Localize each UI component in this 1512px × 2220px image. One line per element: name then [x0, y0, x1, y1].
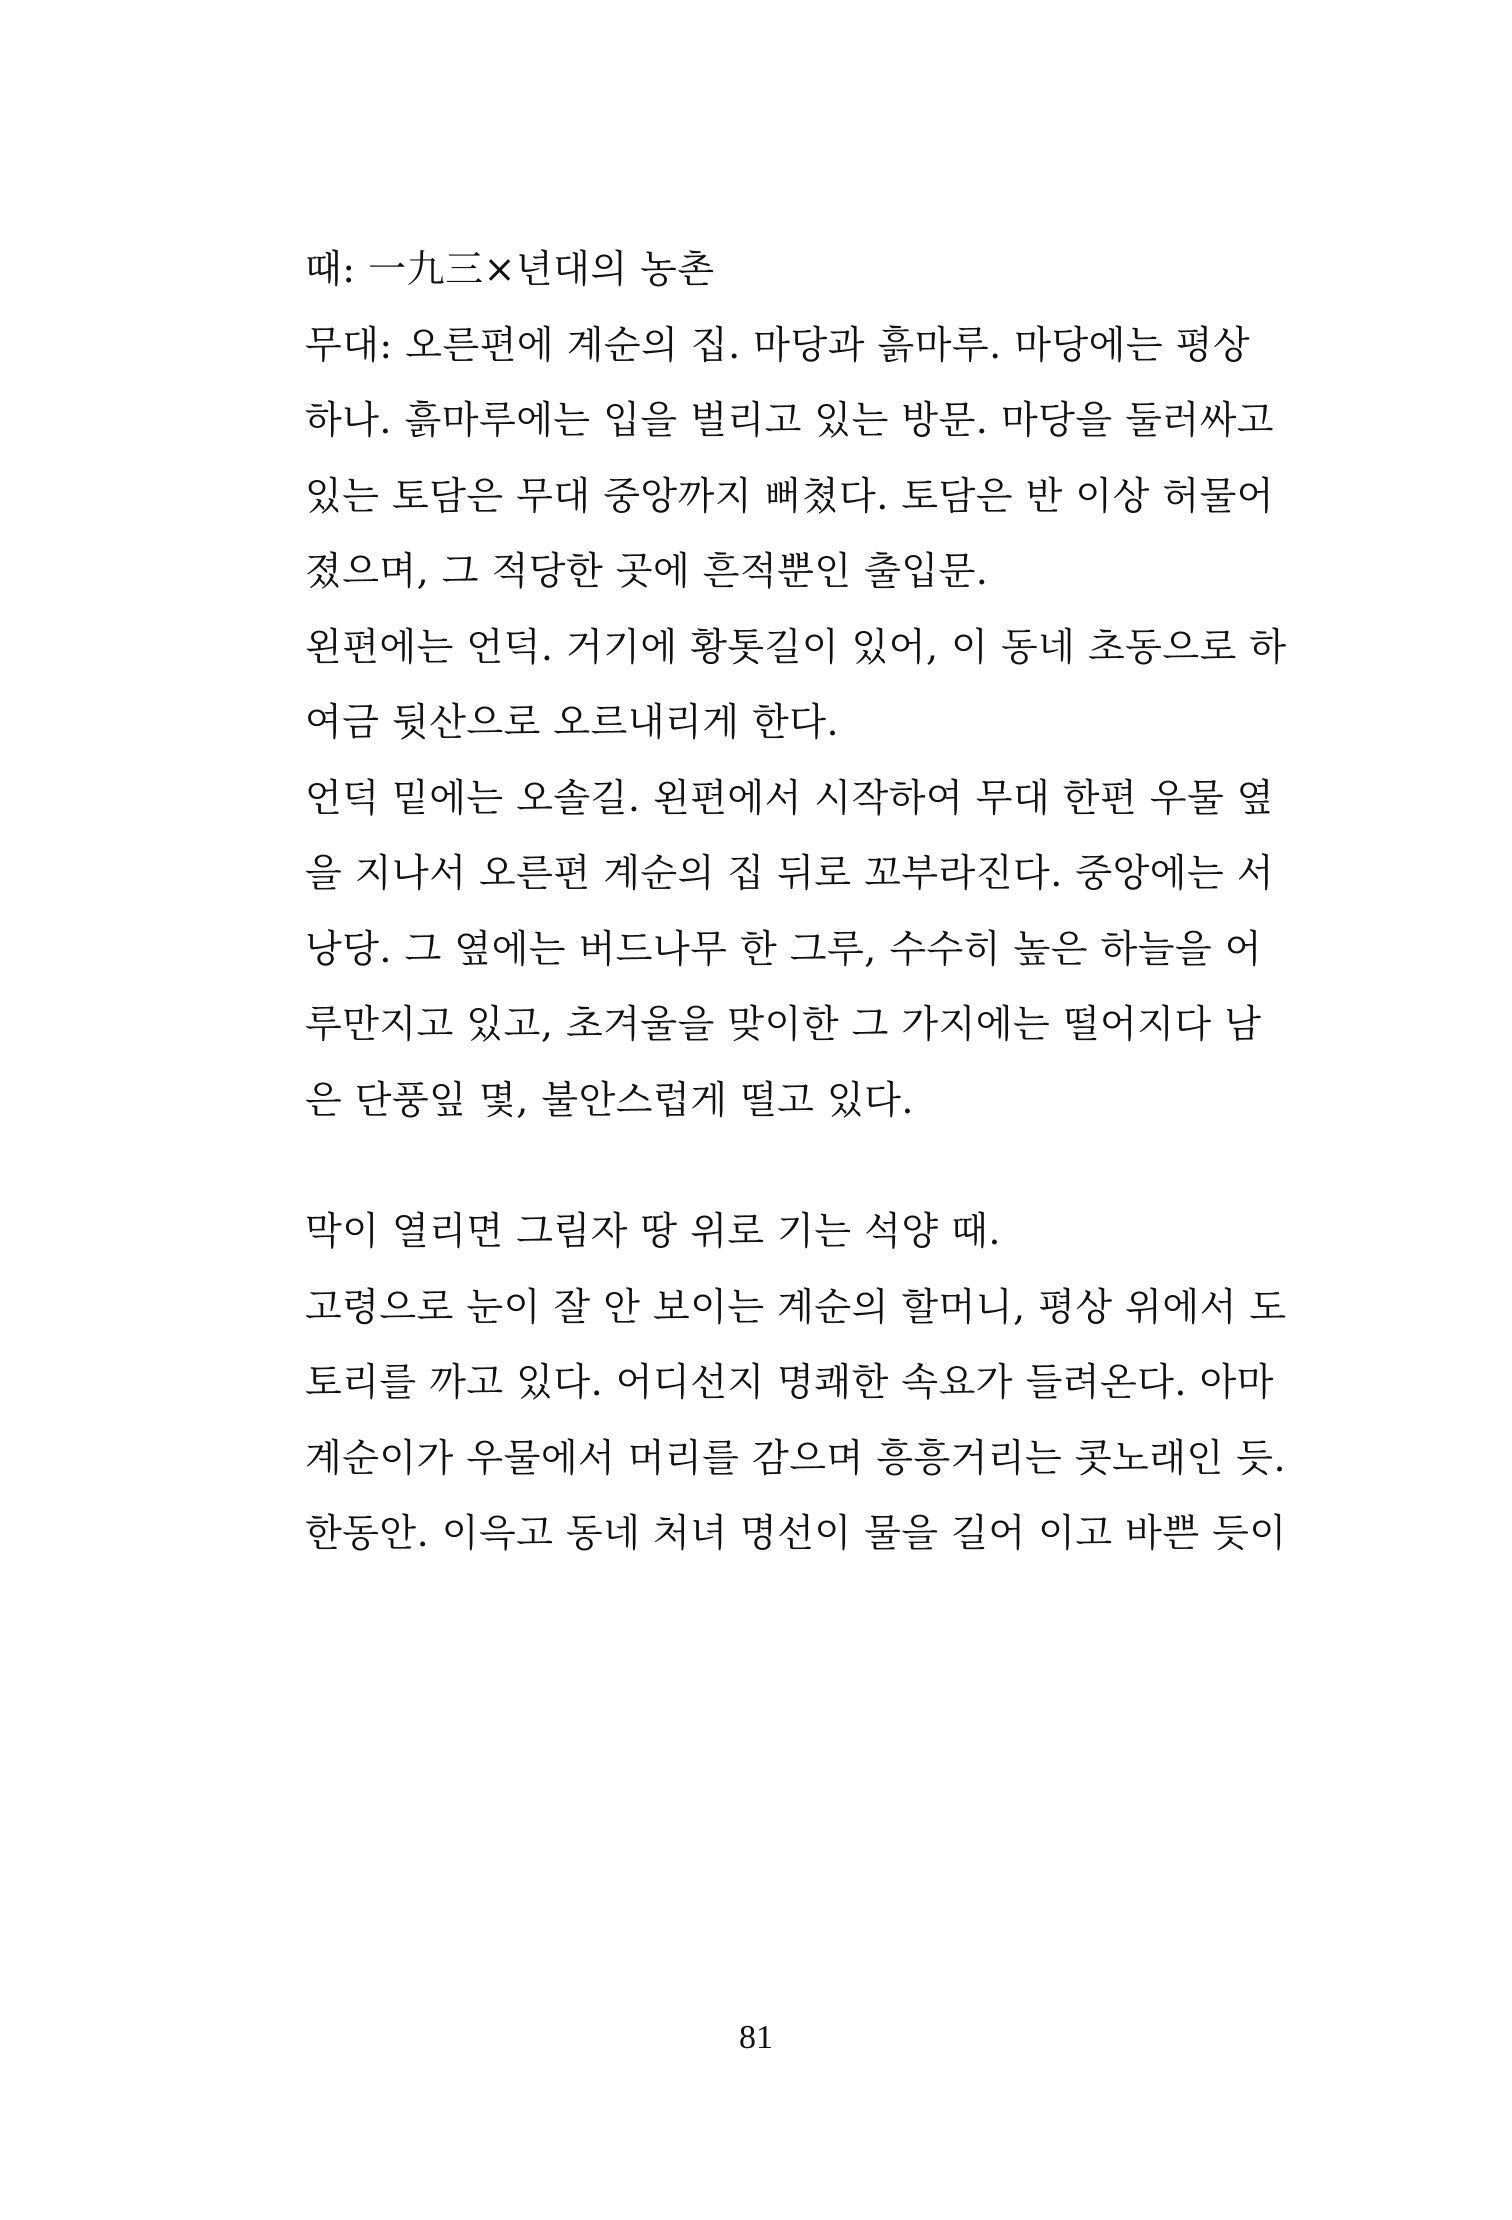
setting-stage-line: 무대: 오른편에 계순의 집. 마당과 흙마루. 마당에는 평상	[305, 322, 1251, 367]
opening-scene-block	[305, 1194, 1287, 1572]
setting-time-line: 때: 一九三×년대의 농촌	[305, 247, 715, 291]
setting-left-line: 여금 뒷산으로 오르내리게 한다.	[305, 700, 840, 744]
setting-left-line: 왼편에는 언덕. 거기에 황톳길이 있어, 이 동네 초동으로 하	[305, 624, 1287, 669]
setting-path-line: 루만지고 있고, 초겨울을 맞이한 그 가지에는 떨어지다 남	[305, 1002, 1262, 1046]
opening-line: 한동안. 이윽고 동네 처녀 명선이 물을 길어 이고 바쁜 듯이	[305, 1511, 1287, 1555]
opening-line: 계순이가 우물에서 머리를 감으며 흥흥거리는 콧노래인 듯.	[305, 1435, 1287, 1480]
opening-line: 막이 열리면 그림자 땅 위로 기는 석양 때.	[305, 1209, 1001, 1253]
setting-path-line: 을 지나서 오른편 계순의 집 뒤로 꼬부라진다. 중앙에는 서	[305, 851, 1274, 895]
setting-stage-line: 하나. 흙마루에는 입을 벌리고 있는 방문. 마당을 둘러싸고	[305, 398, 1274, 442]
setting-stage-line: 졌으며, 그 적당한 곳에 흔적뿐인 출입문.	[305, 549, 989, 593]
stage-setting-block	[305, 232, 1287, 1138]
setting-stage-line: 있는 토담은 무대 중앙까지 뻐쳤다. 토담은 반 이상 허물어	[305, 473, 1274, 518]
opening-line: 고령으로 눈이 잘 안 보이는 계순의 할머니, 평상 위에서 도	[305, 1284, 1287, 1329]
setting-path-line: 언덕 밑에는 오솔길. 왼편에서 시작하여 무대 한편 우물 옆	[305, 775, 1274, 820]
setting-path-line: 은 단풍잎 몇, 불안스럽게 떨고 있다.	[305, 1077, 914, 1122]
setting-path-line: 낭당. 그 옆에는 버드나무 한 그루, 수수히 높은 하늘을 어	[305, 926, 1262, 971]
page-number: 81	[739, 2019, 773, 2056]
opening-line: 토리를 까고 있다. 어디선지 명쾌한 속요가 들려온다. 아마	[305, 1360, 1274, 1404]
